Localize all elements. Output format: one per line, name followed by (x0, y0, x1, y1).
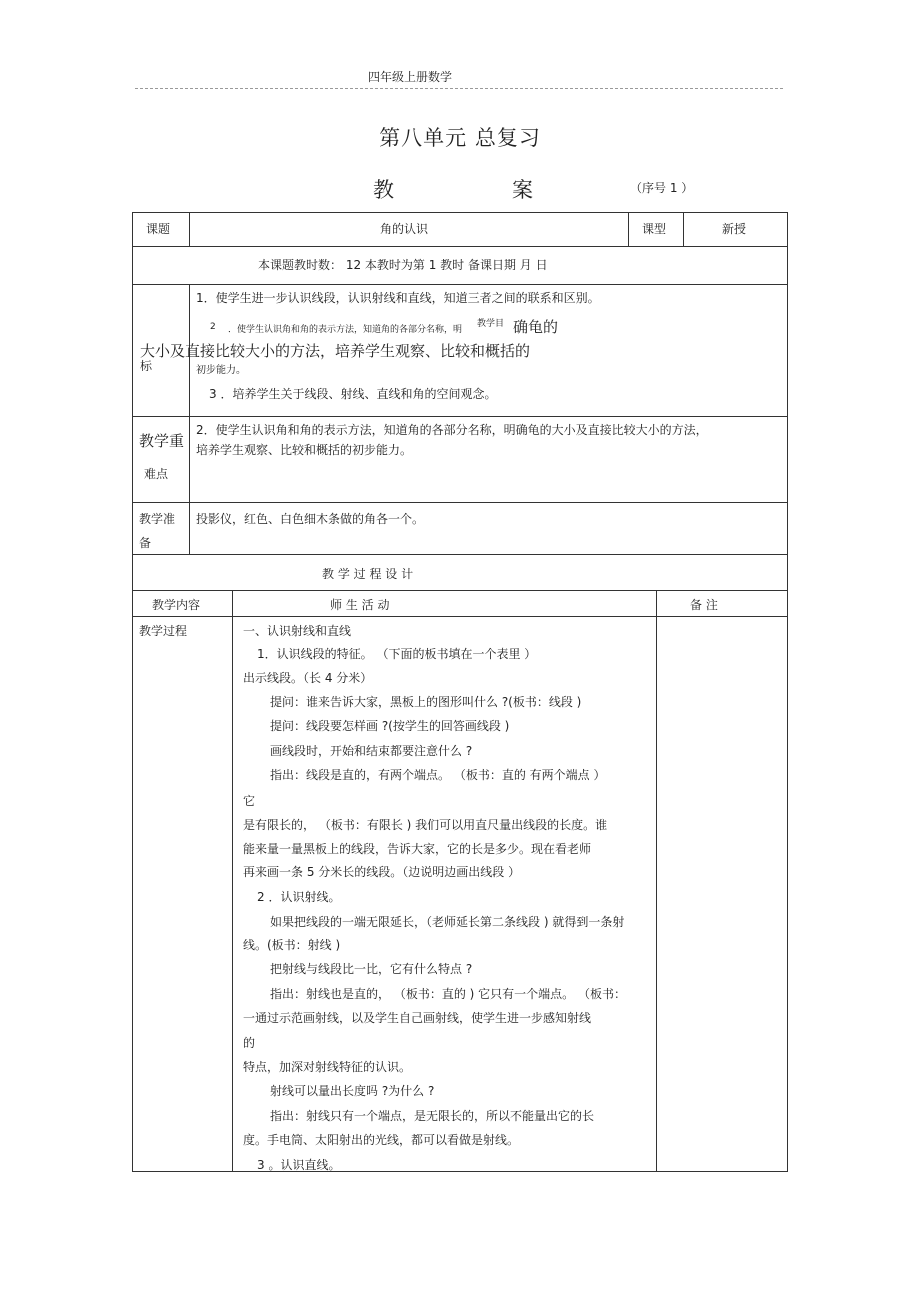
goal-line-1: 1．使学生进一步认识线段，认识射线和直线，知道三者之间的联系和区别。 (196, 291, 600, 305)
process-line: 的 (243, 1036, 256, 1050)
lesson-info: 本课题教时数： 12 本教时为第 1 教时 备课日期 月 日 (258, 258, 548, 272)
type-label: 课型 (642, 222, 667, 236)
col-activity: 师 生 活 动 (330, 598, 390, 612)
plan-label-2: 案 (512, 178, 533, 202)
key-label-b: 难点 (144, 467, 169, 481)
process-line: 再来画一条 5 分米长的线段。（边说明边画出线段 ） (243, 865, 521, 879)
process-line: 特点，加深对射线特征的认识。 (243, 1060, 412, 1074)
process-line: 提问：谁来告诉大家，黑板上的图形叫什么 ?(板书：线段 ) (270, 695, 582, 709)
process-line: 是有限长的， （板书：有限长 ) 我们可以用直尺量出线段的长度。谁 (243, 818, 608, 832)
prep-label-a: 教学准 (139, 512, 176, 526)
page-title: 第八单元 总复习 (379, 126, 541, 150)
goal-line-5: 3 ．培养学生关于线段、射线、直线和角的空间观念。 (209, 387, 497, 401)
plan-label-1: 教 (373, 178, 394, 202)
goal-line-2-num: 2 (210, 322, 216, 332)
key-line-2: 培养学生观察、比较和概括的初步能力。 (196, 443, 413, 457)
prep-label-b: 备 (139, 536, 152, 550)
process-label: 教学过程 (139, 624, 188, 638)
process-line: 把射线与线段比一比，它有什么特点 ? (270, 962, 473, 976)
key-line-1: 2．使学生认识角和角的表示方法，知道角的各部分名称，明确龟的大小及直接比较大小的方法， (196, 423, 708, 437)
process-line: 一、认识射线和直线 (243, 624, 352, 638)
design-title: 教 学 过 程 设 计 (322, 567, 414, 581)
process-line: 指出：射线也是直的， （板书：直的 ) 它只有一个端点。 （板书： (270, 987, 626, 1001)
topic-label: 课题 (146, 222, 171, 236)
process-line: 能来量一量黑板上的线段，告诉大家，它的长是多少。现在看老师 (243, 842, 592, 856)
key-label-a: 教学重 (139, 432, 185, 450)
serial-number: （序号 1 ） (630, 181, 694, 195)
type-value: 新授 (722, 222, 747, 236)
goal-line-4: 初步能力。 (196, 365, 246, 376)
col-notes: 备 注 (690, 598, 718, 612)
goal-label-b: 标 (140, 359, 153, 373)
process-line: 出示线段。（长 4 分米） (243, 671, 373, 685)
process-line: 线。(板书：射线 ) (243, 938, 341, 952)
process-line: 3 。认识直线。 (257, 1158, 341, 1172)
goal-line-2-text: ．使学生认识角和角的表示方法，知道角的各部分名称，明 (228, 325, 463, 335)
goal-line-2-big: 确龟的 (513, 318, 559, 336)
process-line: 度。手电筒、太阳射出的光线，都可以看做是射线。 (243, 1133, 520, 1147)
goal-label-a: 教学目 (477, 319, 505, 329)
process-line: 1．认识线段的特征。 （下面的板书填在一个表里 ） (257, 647, 537, 661)
process-line: 指出：射线只有一个端点，是无限长的，所以不能量出它的长 (270, 1109, 595, 1123)
process-line: 它 (243, 794, 256, 808)
col-content: 教学内容 (152, 598, 201, 612)
process-line: 提问：线段要怎样画 ?(按学生的回答画线段 ) (270, 719, 510, 733)
process-line: 2 ．认识射线。 (257, 890, 341, 904)
process-line: 指出：线段是直的，有两个端点。 （板书：直的 有两个端点 ） (270, 768, 606, 782)
goal-line-3: 大小及直接比较大小的方法，培养学生观察、比较和概括的 (140, 342, 531, 360)
process-line: 画线段时，开始和结束都要注意什么 ? (270, 744, 473, 758)
header-divider (135, 88, 783, 89)
topic-value: 角的认识 (380, 222, 429, 236)
page-header: 四年级上册数学 (368, 70, 453, 84)
process-line: 射线可以量出长度吗 ?为什么 ? (270, 1084, 435, 1098)
process-line: 一通过示范画射线，以及学生自己画射线，使学生进一步感知射线 (243, 1011, 592, 1025)
process-line: 如果把线段的一端无限延长，（老师延长第二条线段 ) 就得到一条射 (270, 915, 625, 929)
prep-value: 投影仪，红色、白色细木条做的角各一个。 (196, 512, 425, 526)
